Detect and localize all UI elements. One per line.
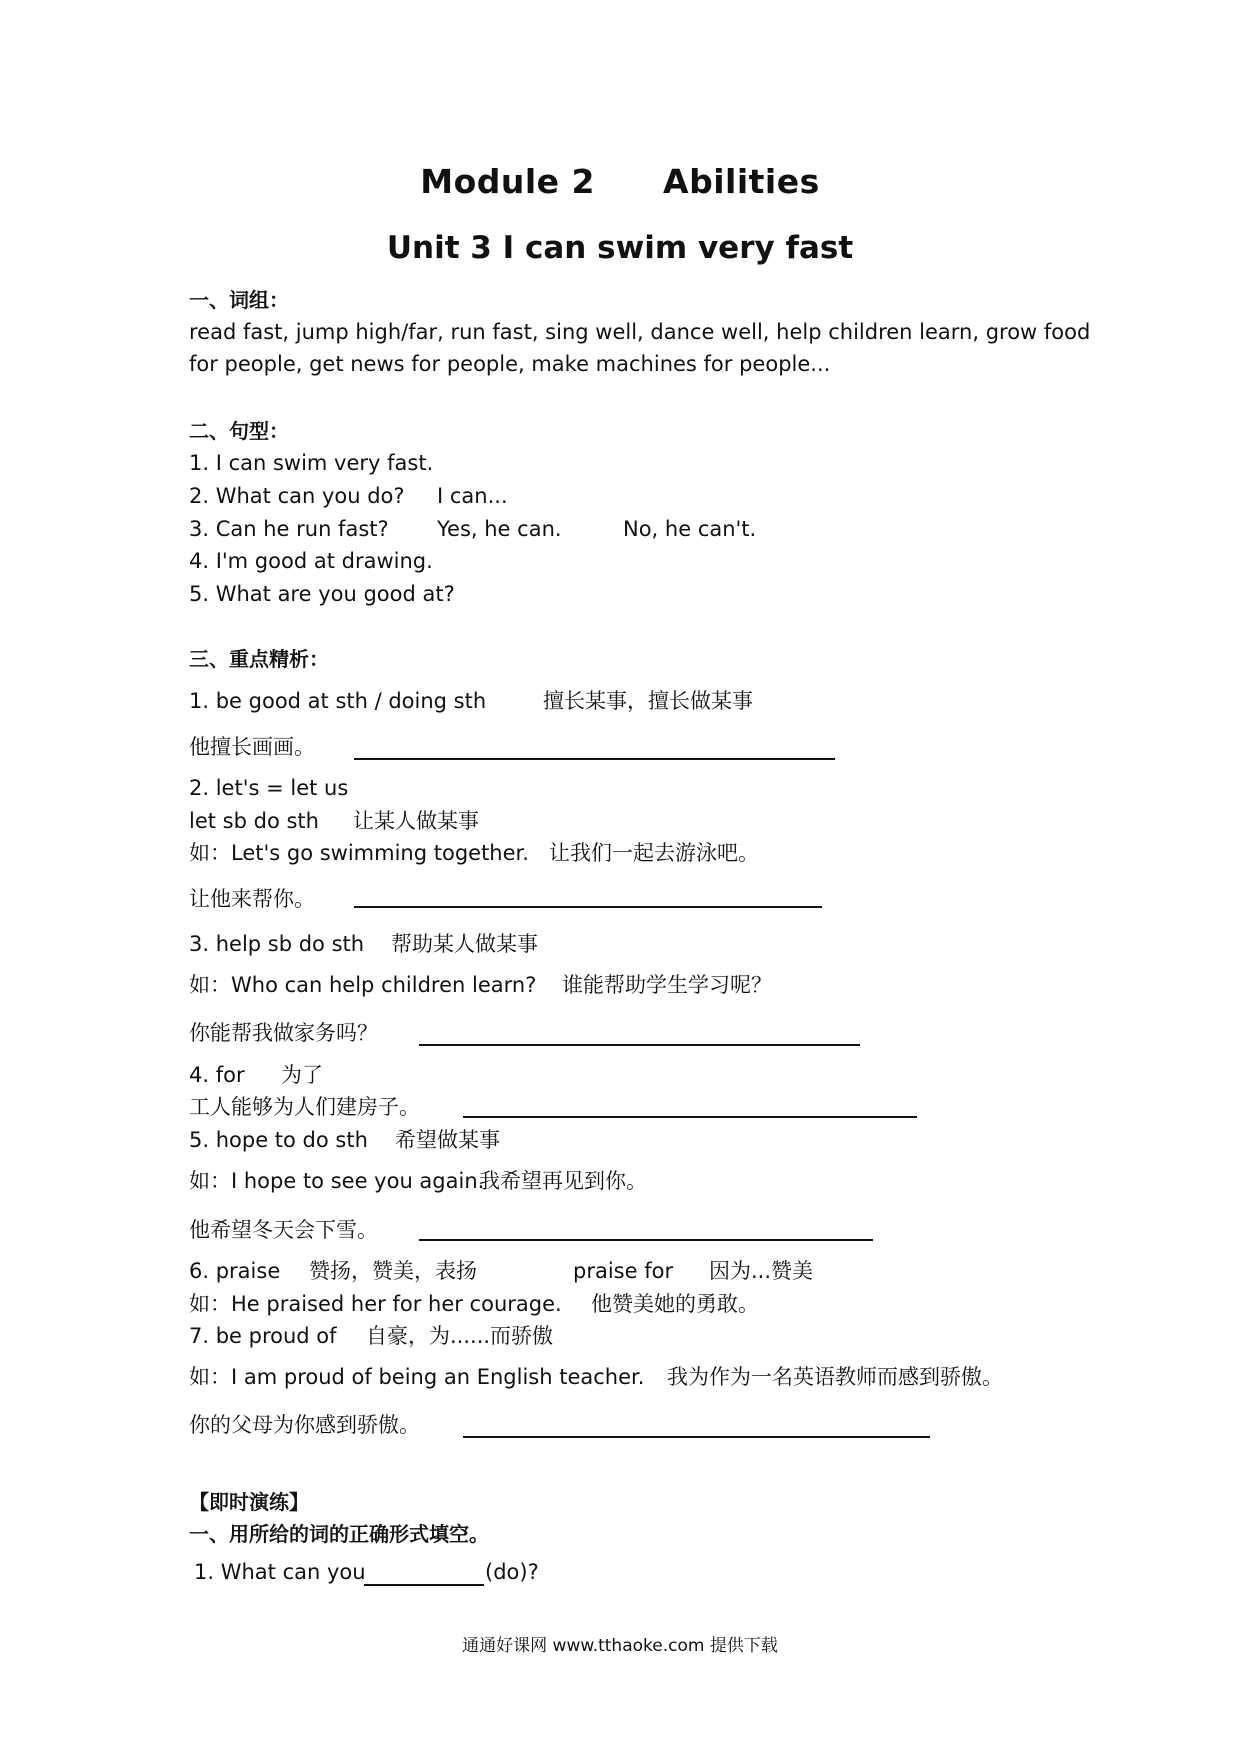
section3-heading: 三、重点精析： [189,647,329,671]
point-4-cn: 为了 [281,1063,323,1087]
answer-line-1[interactable] [354,758,835,760]
example-2-cn: 让我们一起去游泳吧。 [549,841,759,865]
answer-line-3[interactable] [419,1044,860,1046]
module-number: Module 2 [420,162,596,201]
example-6-cn: 他赞美她的勇敢。 [591,1292,759,1316]
sentence-2b: I can... [437,484,508,508]
example-6: 如：He praised her for her courage. [189,1292,562,1316]
point-6-cn: 赞扬，赞美，表扬 [309,1259,477,1283]
unit-title: Unit 3 I can swim very fast [386,230,854,266]
practice-q1-start: 1. What can you [194,1560,366,1584]
section1-heading: 一、词组： [189,288,289,312]
practice-q1-blank[interactable] [364,1584,484,1586]
module-title [0,162,1240,201]
example-7-cn: 我为作为一名英语教师而感到骄傲。 [667,1365,1003,1389]
point-6b: praise for [573,1259,674,1283]
point-7: 7. be proud of [189,1324,337,1348]
sentence-3c: No, he can't. [623,517,757,541]
example-3: 如：Who can help children learn? [189,973,537,997]
exercise-7-prompt: 你的父母为你感到骄傲。 [189,1413,420,1437]
sentence-5: 5. What are you good at? [189,582,455,606]
phrase-line-2: for people, get news for people, make machines for people... [189,352,831,376]
point-3-cn: 帮助某人做某事 [391,932,538,956]
example-5: 如：I hope to see you again. [189,1169,485,1193]
answer-line-2[interactable] [354,906,822,908]
exercise-1-prompt: 他擅长画画。 [189,735,315,759]
point-5: 5. hope to do sth [189,1128,368,1152]
answer-line-7[interactable] [463,1436,930,1438]
sentence-2a: 2. What can you do? [189,484,405,508]
answer-line-4[interactable] [463,1116,917,1118]
practice-subheading: 一、用所给的词的正确形式填空。 [189,1522,489,1546]
exercise-4-prompt: 工人能够为人们建房子。 [189,1095,420,1119]
section2-heading: 二、句型： [189,419,289,443]
sentence-3b: Yes, he can. [437,517,562,541]
point-4: 4. for [189,1063,245,1087]
point-7-cn: 自豪，为......而骄傲 [366,1324,554,1348]
example-2: 如：Let's go swimming together. [189,841,529,865]
module-subject: Abilities [663,162,820,201]
exercise-5-prompt: 他希望冬天会下雪。 [189,1218,378,1242]
point-2: 2. let's = let us [189,776,349,800]
phrase-line-1: read fast, jump high/far, run fast, sing well, dance well, help children learn, grow food [189,320,1091,344]
answer-line-5[interactable] [419,1239,873,1241]
point-3: 3. help sb do sth [189,932,365,956]
practice-q1-end: (do)? [485,1560,539,1584]
point-6b-cn: 因为...赞美 [709,1259,814,1283]
point-2b-cn: 让某人做某事 [353,809,479,833]
sentence-4: 4. I'm good at drawing. [189,549,433,573]
footer-credit: 通通好课网 www.tthaoke.com 提供下载 [462,1636,778,1656]
point-1-cn: 擅长某事，擅长做某事 [543,689,753,713]
point-2b: let sb do sth [189,809,319,833]
point-6: 6. praise [189,1259,281,1283]
sentence-3a: 3. Can he run fast? [189,517,389,541]
sentence-1: 1. I can swim very fast. [189,451,434,475]
practice-heading: 【即时演练】 [189,1490,309,1514]
example-5-cn: 我希望再见到你。 [479,1169,647,1193]
exercise-3-prompt: 你能帮我做家务吗？ [189,1021,378,1045]
example-3-cn: 谁能帮助学生学习呢？ [562,973,772,997]
exercise-2-prompt: 让他来帮你。 [189,887,315,911]
point-5-cn: 希望做某事 [395,1128,500,1152]
example-7: 如：I am proud of being an English teacher. [189,1365,645,1389]
point-1: 1. be good at sth / doing sth [189,689,487,713]
